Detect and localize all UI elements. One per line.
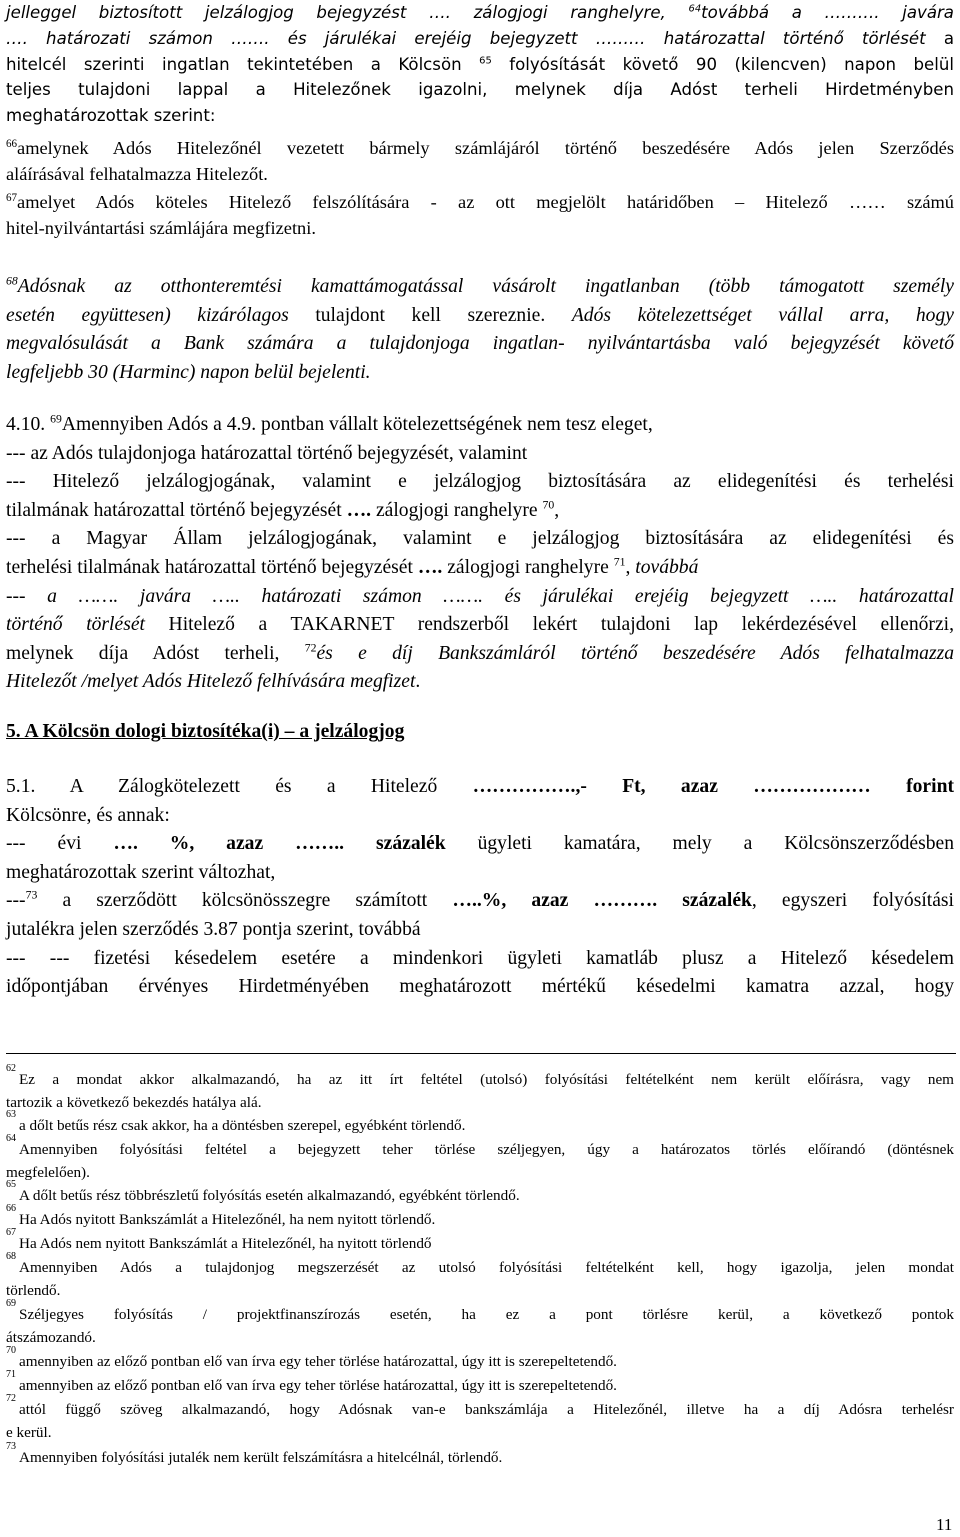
- text-line: törlendő.: [6, 1282, 61, 1300]
- text-line: --- --- fizetési késedelem esetére a mindenkori ügyleti kamatláb plusz a Hitelező késedelem: [6, 947, 954, 969]
- text-line: tilalmának határozattal történő bejegyzését …. zálogjogi ranghelyre $^{70}$,: [6, 498, 560, 521]
- text-line: jelleggel biztosított jelzálogjog bejegyzést …. zálogjogi ranghelyre, $^{64}$továbbá a ………. javára: [6, 3, 954, 22]
- text-line: $^{62}$Ez a mondat akkor alkalmazandó, ha az itt írt feltétel (utolsó) folyósítási feltételként nem került előírásra, vagy nem: [6, 1063, 954, 1088]
- footnote-69: [6, 1298, 954, 1350]
- text-line: esetén együttesen) kizárólagos tulajdont kell szereznie. Adós kötelezettséget vállal arra, hogy: [6, 304, 954, 326]
- footnote-separator: [6, 1053, 956, 1054]
- text-line: $^{66}$Ha Adós nyitott Bankszámlát a Hitelezőnél, ha nem nyitott törlendő.: [6, 1203, 436, 1228]
- footnote-68: [6, 1251, 954, 1303]
- text-line: 5.1. A Zálogkötelezett és a Hitelező …………….,- Ft, azaz ……………… forint: [6, 776, 954, 797]
- text-line: $^{67}$Ha Adós nem nyitott Bankszámlát a Hitelezőnél, ha nyitott törlendő: [6, 1227, 432, 1252]
- text-line: $^{68}$Adósnak az otthonteremtési kamattámogatással vásárolt ingatlanban (több támogatott személy: [6, 274, 954, 297]
- text-line: $^{65}$A dőlt betűs rész többrészletű folyósítás esetén alkalmazandó, egyébként törlendő.: [6, 1179, 520, 1204]
- footnote-65: [6, 1179, 954, 1207]
- text-line: $^{66}$amelynek Adós Hitelezőnél vezetett bármely számlájáról történő beszedésére Adós jelen Szerződés: [6, 137, 954, 158]
- text-line: terhelési tilalmának határozattal történő bejegyzését …. zálogjogi ranghelyre $^{71}$, továbbá: [6, 555, 699, 578]
- text-line: időpontjában érvényes Hirdetményében meghatározott mértékű késedelmi kamatra azzal, hogy: [6, 976, 954, 998]
- heading-text: 5. A Kölcsön dologi biztosítéka(i) – a jelzálogjog: [6, 721, 405, 742]
- footnote-73: [6, 1441, 954, 1469]
- text-line: $^{71}$amennyiben az előző pontban elő van írva egy teher törlése határozattal, úgy itt is szerepeltetendő.: [6, 1369, 617, 1394]
- text-line: megvalósulását a Bank számára a tulajdonjoga ingatlan- nyilvántartásba való bejegyzését követő: [6, 333, 954, 355]
- text-line: átszámozandó.: [6, 1329, 96, 1347]
- text-line: aláírásával felhatalmazza Hitelezőt.: [6, 163, 268, 184]
- text-line: hitel-nyilvántartási számlájára megfizetni.: [6, 217, 316, 238]
- continuation-paragraph: [6, 0, 954, 129]
- text-line: jutalékra jelen szerződés 3.87 pontja szerint, továbbá: [6, 918, 421, 940]
- footnote-70: [6, 1345, 954, 1373]
- text-line: $^{72}$attól függő szöveg alkalmazandó, hogy Adósnak van-e bankszámlája a Hitelezőnél, illetve ha a díj Adósra terhelésr: [6, 1393, 954, 1418]
- text-line: $^{69}$Széljegyes folyósítás / projektfinanszírozás esetén, ha ez a pont törlésre kerül, a következő pontok: [6, 1298, 954, 1323]
- paragraph-68: [6, 273, 954, 387]
- footnote-62: [6, 1063, 954, 1115]
- paragraph-67: [6, 190, 954, 242]
- text-line: --- évi …. %, azaz …….. százalék ügyleti kamatára, mely a Kölcsönszerződésben: [6, 833, 954, 855]
- text-line: megfelelően).: [6, 1164, 90, 1182]
- text-line: $^{73}$Amennyiben folyósítási jutalék nem került felszámításra a hitelcélnál, törlendő.: [6, 1441, 503, 1466]
- text-line: $^{64}$Amennyiben folyósítási feltétel a bejegyzett teher törlése széljegyen, úgy a határozatos törlés előírandó (döntésnek: [6, 1133, 954, 1158]
- text-line: --- Hitelező jelzálogjogának, valamint e jelzálogjog biztosítására az elidegenítési és terhelési: [6, 471, 954, 493]
- text-line: Hitelezőt /melyet Adós Hitelező felhívására megfizet.: [6, 671, 421, 693]
- text-line: hitelcél szerinti ingatlan tekintetében a Kölcsön $^{65}$ folyósítását követő 90 (kilencven) napon belül: [6, 54, 954, 74]
- section-4-10: [6, 411, 954, 697]
- section-5-heading: [6, 718, 954, 746]
- page-number: 11: [936, 1515, 953, 1534]
- footnote-66: [6, 1203, 954, 1231]
- paragraph-66: [6, 136, 954, 188]
- text-line: meghatározottak szerint változhat,: [6, 861, 276, 883]
- text-line: meghatározottak szerint:: [6, 106, 216, 126]
- text-line: $^{67}$amelyet Adós köteles Hitelező felszólítására - az ott megjelölt határidőben – Hitelező …… számú: [6, 191, 954, 212]
- text-line: --- a ……. javára ….. határozati számon ……. és járulékai erejéig bejegyzett ….. határozattal: [6, 585, 954, 607]
- footnote-71: [6, 1369, 954, 1397]
- text-line: $^{63}$a dőlt betűs rész csak akkor, ha a döntésben szerepel, egyébként törlendő.: [6, 1109, 466, 1134]
- text-line: történő törlését Hitelező a TAKARNET rendszerből lekért tulajdoni lap lekérdezésével ellenőrzi,: [6, 614, 954, 636]
- text-line: teljes tulajdoni lappal a Hitelezőnek igazolni, melynek díja Adóst terheli Hirdetményben: [6, 80, 954, 100]
- text-line: --- az Adós tulajdonjoga határozattal történő bejegyzését, valamint: [6, 442, 528, 464]
- text-line: e kerül.: [6, 1424, 52, 1442]
- footnote-67: [6, 1227, 954, 1255]
- text-line: legfeljebb 30 (Harminc) napon belül bejelenti.: [6, 361, 371, 383]
- footnote-63: [6, 1109, 954, 1137]
- footnote-64: [6, 1133, 954, 1185]
- text-line: --- a Magyar Állam jelzálogjogának, valamint e jelzálogjog biztosítására az elidegenítési és: [6, 528, 954, 550]
- text-line: $^{70}$amennyiben az előző pontban elő van írva egy teher törlése határozattal, úgy itt is szerepeltetendő.: [6, 1345, 617, 1370]
- section-5-1: [6, 773, 954, 1002]
- text-line: Kölcsönre, és annak:: [6, 804, 170, 826]
- text-line: melynek díja Adóst terheli, $^{72}$és e díj Bankszámláról történő beszedésére Adós felhatalmazza: [6, 641, 954, 664]
- text-line: tartozik a következő bekezdés hatálya alá.: [6, 1094, 262, 1112]
- footnote-72: [6, 1393, 954, 1445]
- text-line: $^{68}$Amennyiben Adós a tulajdonjog megszerzését az utolsó folyósítási feltételként kell, hogy igazolja, jelen mondat: [6, 1251, 954, 1276]
- text-line: …. határozati számon ……. és járulékai erejéig bejegyzett ……… határozattal történő törlését a: [6, 28, 954, 48]
- text-line: 4.10. $^{69}$Amennyiben Adós a 4.9. pontban vállalt kötelezettségének nem tesz eleget,: [6, 412, 653, 435]
- text-line: ---$^{73}$ a szerződött kölcsönösszegre számított …..%, azaz ………. százalék, egyszeri folyósítási: [6, 888, 954, 912]
